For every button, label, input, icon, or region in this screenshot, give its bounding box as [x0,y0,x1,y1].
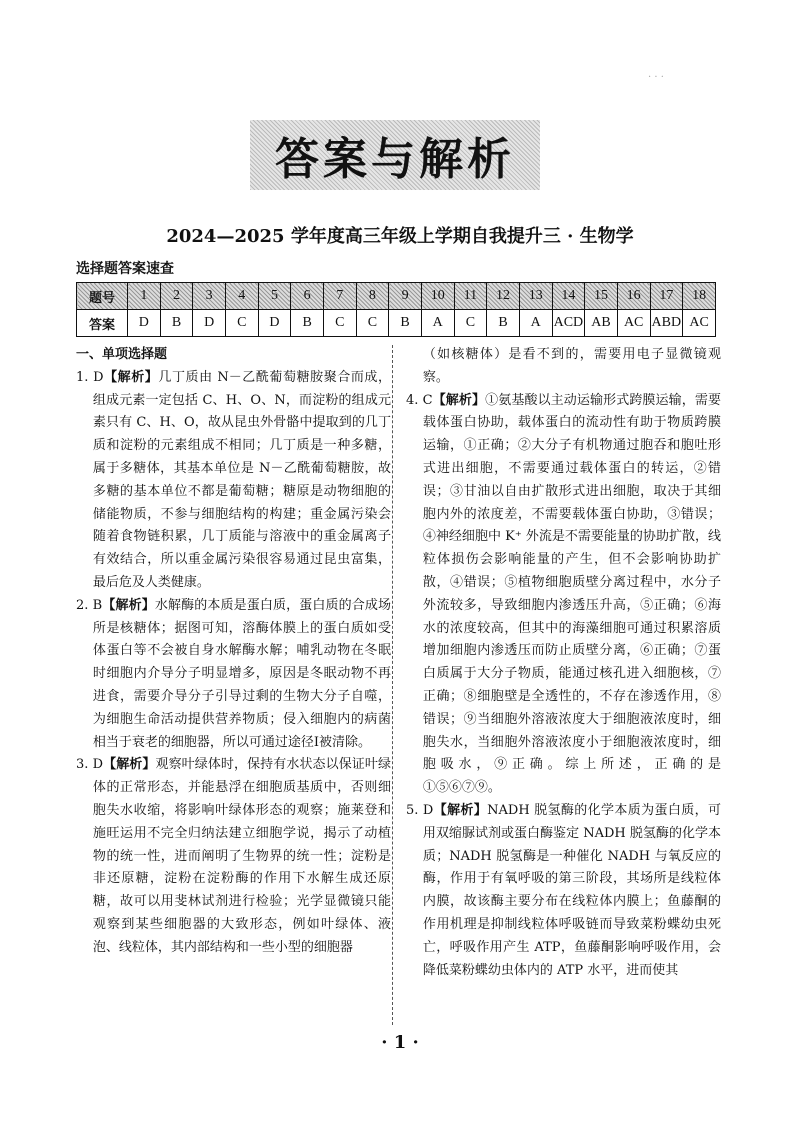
question-number: 14 [552,283,585,310]
explanation-text: 观察叶绿体时，保持有水状态以保证叶绿体的正常形态，并能悬浮在细胞质基质中，否则细胞失水收缩，将影响叶绿体形态的观察；施莱登和施旺运用不完全归纳法建立细胞学说，揭示了动植物的统一性，进而阐明了生物界的统一性；淀粉是非还原糖，淀粉在淀粉酶的作用下水解生成还原糖，故可以用斐林试剂进行检验；光学显微镜只能观察到某些细胞器的大致形态，例如叶绿体、液泡、线粒体，其内部结构和一些小型的细胞器 [92,757,391,955]
question-number: 4 [225,283,258,310]
quick-answers-label: 选择题答案速查 [76,261,174,277]
question-head: 3. D [76,757,104,773]
question-number: 2 [160,283,193,310]
question-number: 17 [650,283,683,310]
answer-table-number-row [77,283,716,310]
banner-title: 答案与解析 [275,134,515,185]
analysis-tag: 【解析】 [432,392,486,408]
corner-mark: · · · [648,72,664,83]
question-number: 18 [683,283,716,310]
question-number: 9 [389,283,422,310]
answer-cell: B [389,310,422,337]
left-column [76,344,391,960]
explanation-text: ①氨基酸以主动运输形式跨膜运输，需要载体蛋白协助，载体蛋白的流动性有助于物质跨膜运输，①正确；②大分子有机物通过胞吞和胞吐形式进出细胞，不需要通过载体蛋白的转运，②错误；③甘油以自由扩散形式进出细胞，取决于其细胞内外的浓度差，不需要载体蛋白协助，③错误；④神经细胞中 K⁺ 外流是不需要能量的协助扩散，线粒体损伤会影响能量的产生，但不会影响协助扩散，④错误；⑤植物细胞质壁分离过程中，水分子外流较多，导致细胞内渗透压升高，⑤正确；⑥海水的浓度较高，但其中的海藻细胞可通过积累溶质增加细胞内渗透压而防止质壁分离，⑥正确；⑦蛋白质属于大分子物质，能通过核孔进入细胞核，⑦正确；⑧细胞壁是全透性的，不存在渗透作用，⑧错误；⑨当细胞外溶液浓度大于细胞液浓度时，细胞失水，当细胞外溶液浓度小于细胞液浓度时，细胞吸水，⑨正确。综上所述，正确的是①⑤⑥⑦⑨。 [422,392,721,796]
question-number: 8 [356,283,389,310]
explanation-q1 [76,367,391,595]
explanation-q2 [76,595,391,755]
question-number: 6 [291,283,324,310]
explanation-text: NADH 脱氢酶的化学本质为蛋白质，可用双缩脲试剂或蛋白酶鉴定 NADH 脱氢酶的化学本质；NADH 脱氢酶是一种催化 NADH 与氧反应的酶，作用于有氧呼吸的第三阶段，其场所是线粒体内膜，故该酶主要分布在线粒体内膜上；鱼藤酮的作用机理是抑制线粒体呼吸链而导致菜粉蝶幼虫死亡，呼吸作用产生 ATP，鱼藤酮影响呼吸作用，会降低菜粉蝶幼虫体内的 ATP 水平，进而使其 [422,802,721,978]
answer-cell: A [519,310,552,337]
page-subtitle: 2024—2025 学年度高三年级上学期自我提升三 · 生物学 [166,226,634,247]
answer-cell: B [160,310,193,337]
explanation-q5 [406,800,721,982]
question-number: 7 [323,283,356,310]
explanation-q3-continued: （如核糖体）是看不到的，需要用电子显微镜观察。 [422,347,721,385]
question-number: 3 [193,283,226,310]
question-number: 16 [617,283,650,310]
answer-cell: AC [683,310,716,337]
answer-table-answer-row [77,310,716,337]
question-number: 13 [519,283,552,310]
right-column [406,344,721,982]
question-number: 12 [487,283,520,310]
answer-cell: C [225,310,258,337]
answer-cell: C [323,310,356,337]
answer-cell: D [258,310,291,337]
question-number: 1 [128,283,161,310]
analysis-tag: 【解析】 [433,802,488,818]
answer-cell: AC [617,310,650,337]
question-number: 15 [585,283,618,310]
question-head: 4. C [406,392,433,408]
question-number: 10 [421,283,454,310]
analysis-tag: 【解析】 [103,757,156,773]
answer-cell: ACD [552,310,585,337]
number-row-header: 题号 [77,283,128,310]
question-head: 2. B [76,597,103,613]
answer-cell: D [128,310,161,337]
question-head: 5. D [406,802,434,818]
question-number: 5 [258,283,291,310]
title-banner [250,120,540,190]
part-title: 一、单项选择题 [76,347,168,362]
explanation-q3 [76,754,391,959]
analysis-tag: 【解析】 [102,597,155,613]
answer-cell: C [356,310,389,337]
page-number: · 1 · [381,1032,419,1053]
explanation-text: 几丁质由 N－乙酰葡萄糖胺聚合而成，组成元素一定包括 C、H、O、N，而淀粉的组成元素只有 C、H、O，故从昆虫外骨骼中提取到的几丁质和淀粉的元素组成不相同；几丁质是一种多糖，属于多糖体，其基本单位是 N－乙酰葡萄糖胺，故多糖的基本单位不都是葡萄糖；糖原是动物细胞的储能物质，不参与细胞结构的构建；重金属污染会随着食物链积累，几丁质能与溶液中的重金属离子有效结合，所以重金属污染很容易通过昆虫富集，最后危及人类健康。 [92,369,391,590]
question-head: 1. D [76,369,104,385]
answer-cell: A [421,310,454,337]
answer-cell: ABD [650,310,683,337]
question-number: 11 [454,283,487,310]
answer-cell: D [193,310,226,337]
answer-table [76,282,716,337]
explanation-text: 水解酶的本质是蛋白质，蛋白质的合成场所是核糖体；据图可知，溶酶体膜上的蛋白质如受体蛋白等不会被自身水解酶水解；哺乳动物在冬眠时细胞内介导分子明显增多，原因是冬眠动物不再进食，需要介导分子引导过剩的生物大分子自噬，为细胞生命活动提供营养物质；侵入细胞内的病菌相当于衰老的细胞器，所以可通过途径Ⅰ被清除。 [92,597,391,750]
explanation-q4 [406,390,721,800]
analysis-tag: 【解析】 [103,369,159,385]
answer-cell: B [487,310,520,337]
answer-cell: C [454,310,487,337]
column-divider [392,345,393,1025]
answer-cell: AB [585,310,618,337]
answer-row-header: 答案 [77,310,128,337]
answer-cell: B [291,310,324,337]
